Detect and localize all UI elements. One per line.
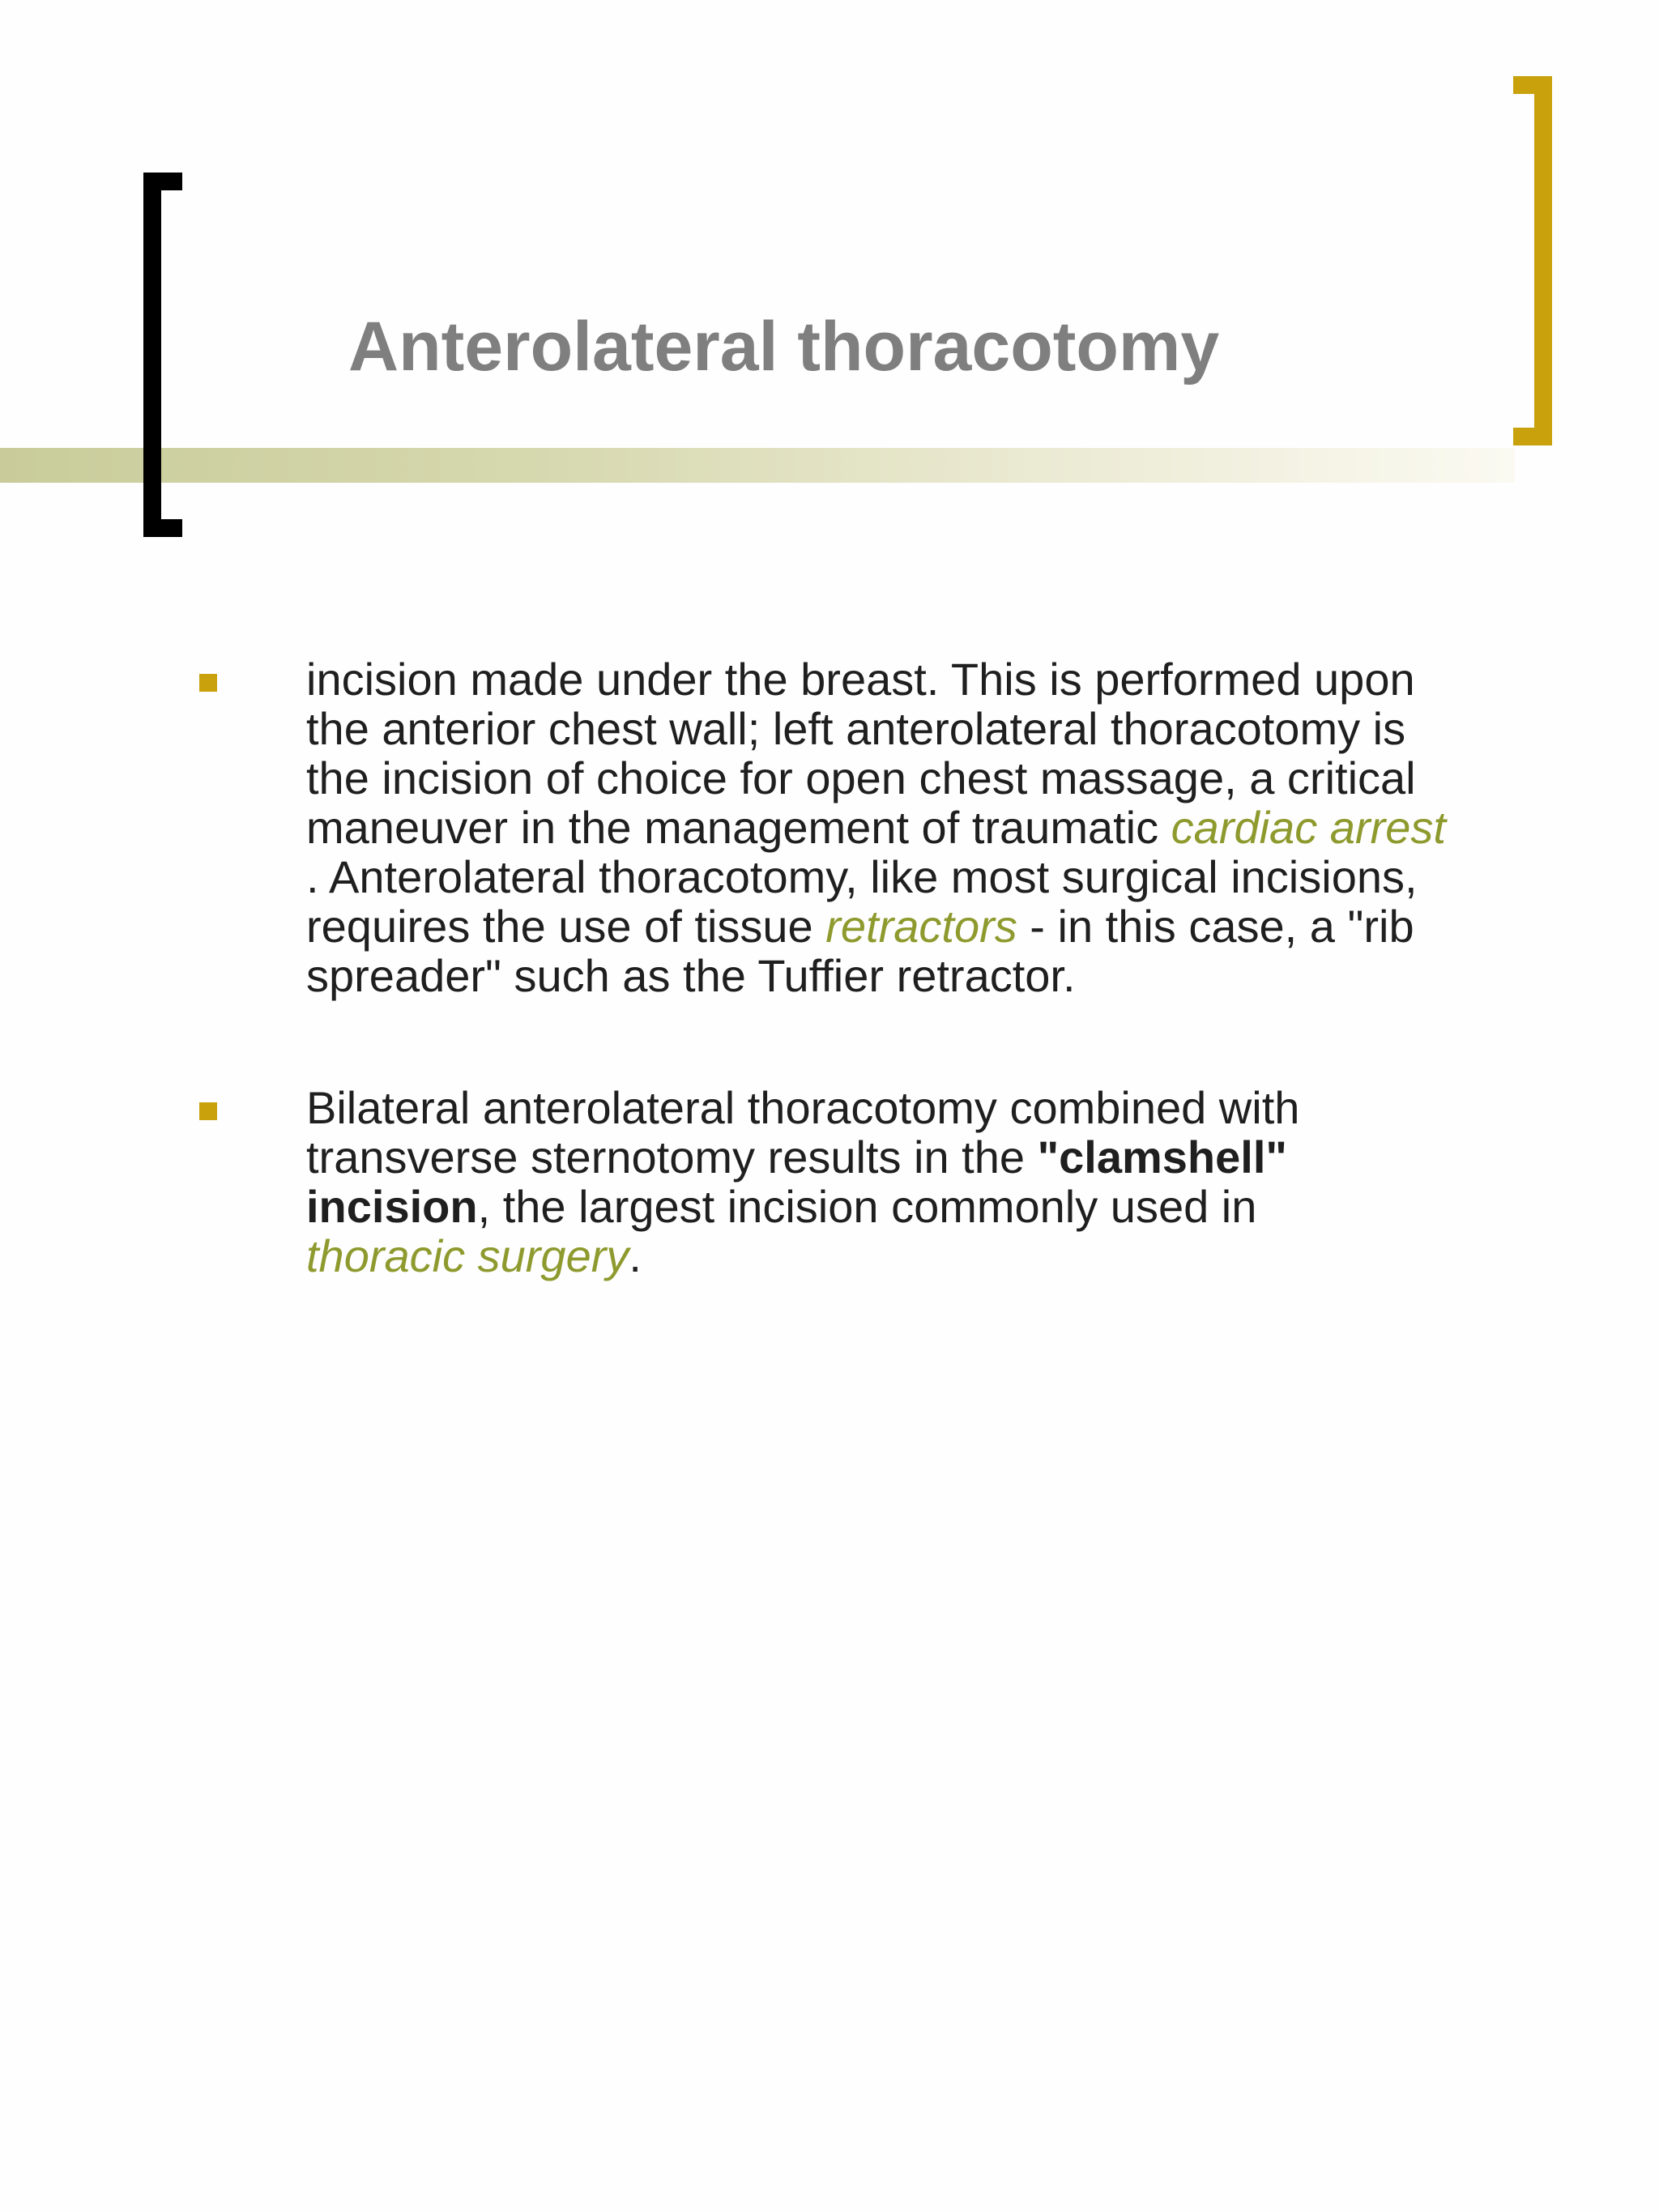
text-line — [306, 901, 1570, 951]
title-underline-bar — [0, 448, 1515, 483]
bold-term: incision — [306, 1181, 478, 1232]
text-line — [306, 1231, 1570, 1281]
link-thoracic-surgery[interactable]: thoracic surgery — [306, 1230, 629, 1281]
bullet-item — [0, 1083, 1570, 1281]
text-run: . — [629, 1230, 642, 1281]
text-line — [306, 1182, 1570, 1231]
text-line: incision made under the breast. This is performed upon — [306, 654, 1415, 705]
text-line: spreader" such as the Tuffier retractor. — [306, 950, 1076, 1001]
bullet-item — [0, 654, 1570, 1000]
link-retractors[interactable]: retractors — [825, 901, 1017, 952]
slide-title: Anterolateral thoracotomy — [348, 308, 1220, 386]
text-line: the anterior chest wall; left anterolateral thoracotomy is — [306, 703, 1406, 754]
text-line — [306, 1132, 1570, 1182]
left-bracket-decoration — [143, 173, 182, 537]
text-run: transverse sternotomy results in the — [306, 1132, 1038, 1183]
text-line: Bilateral anterolateral thoracotomy combined with — [306, 1082, 1300, 1133]
bold-term: "clamshell" — [1037, 1132, 1287, 1183]
text-line — [306, 803, 1570, 852]
text-run: maneuver in the management of traumatic — [306, 802, 1171, 853]
link-cardiac-arrest[interactable]: cardiac arrest — [1171, 802, 1446, 853]
text-run: requires the use of tissue — [306, 901, 826, 952]
text-line: the incision of choice for open chest massage, a critical — [306, 752, 1416, 803]
square-bullet-icon — [199, 674, 217, 692]
right-bracket-decoration — [1513, 76, 1552, 445]
text-run: , the largest incision commonly used in — [477, 1181, 1257, 1232]
text-line: . Anterolateral thoracotomy, like most surgical incisions, — [306, 851, 1418, 902]
square-bullet-icon — [199, 1102, 217, 1120]
bullet-list — [0, 654, 1659, 1281]
text-run: - in this case, a "rib — [1017, 901, 1414, 952]
